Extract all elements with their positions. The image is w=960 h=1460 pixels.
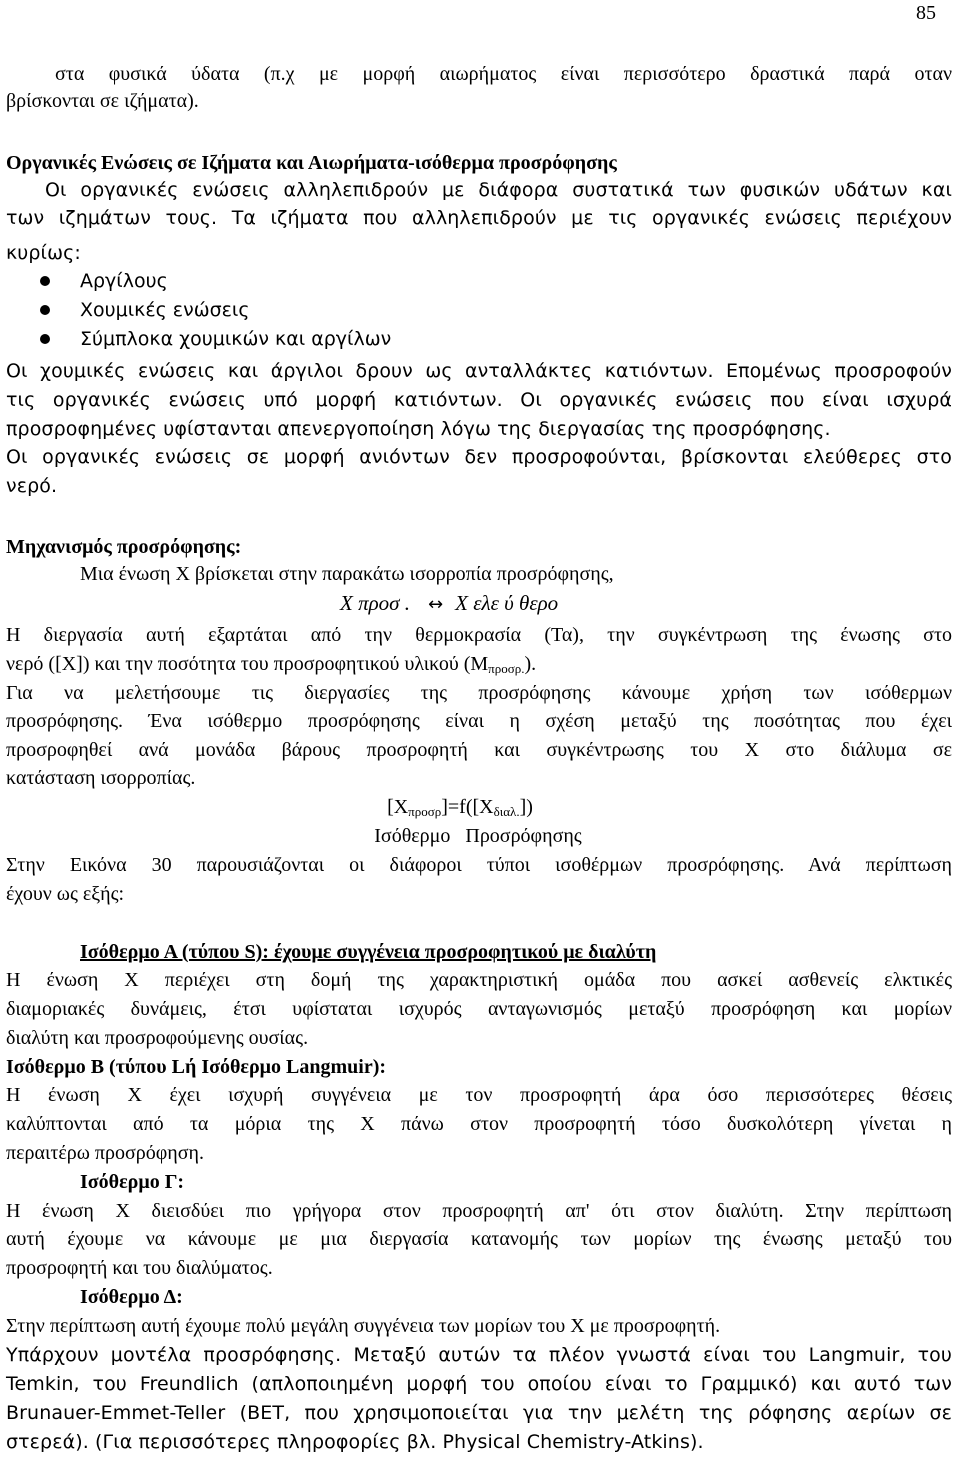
text-line: Οι οργανικές ενώσεις αλληλεπιδρούν με διάφορα συστατικά των φυσικών υδάτων και xyxy=(45,179,952,201)
text-line: προσρόφησης. Ένα ισόθερμο προσρόφησης είναι η σχέση μεταξύ της ποσότητας που έχει xyxy=(6,710,952,732)
text-line: Οι οργανικές ενώσεις σε μορφή ανιόντων δεν προσροφούνται, βρίσκονται ελεύθερες στο xyxy=(6,446,952,468)
text-line: νερό ([Χ]) και την ποσότητα του προσροφητικού υλικού $(M_{\pi\rho o\sigma\rho.})$. xyxy=(6,653,537,676)
text-line: έχουν ως εξής: xyxy=(6,883,125,905)
text-line: Μια ένωση Χ βρίσκεται στην παρακάτω ισορροπία προσρόφησης, xyxy=(80,563,614,585)
text-line: διαλύτη και προσροφούμενης ουσίας. xyxy=(6,1027,309,1049)
text-line: Η διεργασία αυτή εξαρτάται από την θερμοκρασία (Τα), την συγκέντρωση της ένωσης στο xyxy=(6,624,952,646)
text-line: προσροφημένες υφίστανται απενεργοποίηση λόγω της διεργασίας της προσρόφησης. xyxy=(6,418,831,440)
text-line: Brunauer-Emmet-Teller (BET, που χρησιμοποιείται για την μελέτη της ρόφησης αερίων σε xyxy=(6,1402,952,1424)
bullet-icon xyxy=(40,276,50,286)
isotherm-caption: Ισόθερμο Προσρόφησης xyxy=(374,825,582,847)
text-line: αυτή έχουμε να κάνουμε με μια διεργασία κατανομής των μορίων της ένωσης μεταξύ του xyxy=(6,1228,952,1250)
text-line: Temkin, του Freundlich (απλοποιημένη μορφή του οποίου είναι το Γραμμικό) και αυτό των xyxy=(6,1373,952,1395)
bullet-icon xyxy=(40,334,50,344)
text-line: Στην περίπτωση αυτή έχουμε πολύ μεγάλη συγγένεια των μορίων του Χ με προσροφητή. xyxy=(6,1315,721,1337)
text-line: διαμοριακές δυνάμεις, έτσι υφίσταται ισχυρός ανταγωνισμός μεταξύ προσρόφηση και μορίων xyxy=(6,998,952,1020)
equation-right: Χ ελε ύ θερο xyxy=(455,591,559,615)
bullet-icon xyxy=(40,305,50,315)
section-heading: Οργανικές Ενώσεις σε Ιζήματα και Αιωρήματα-ισόθερμα προσρόφησης xyxy=(6,152,617,174)
subsection-heading: Ισόθερμο Γ: xyxy=(80,1171,185,1193)
text-line: Οι χουμικές ενώσεις και άργιλοι δρουν ως ανταλλάκτες κατιόντων. Επομένως προσροφούν xyxy=(6,360,952,382)
text-line: στα φυσικά ύδατα (π.χ με μορφή αιωρήματος είναι περισσότερο δραστικά παρά οταν xyxy=(55,63,952,85)
text-line: προσροφητή και του διαλύματος. xyxy=(6,1257,273,1279)
subsection-heading: Ισόθερμο Α (τύπου S): έχουμε συγγένεια προσροφητικού με διαλύτη xyxy=(80,941,657,963)
subsection-heading: Ισόθερμο Β (τύπου Lή Ισόθερμο Langmuir): xyxy=(6,1056,387,1078)
text-line: κυρίως: xyxy=(6,242,81,264)
section-heading: Μηχανισμός προσρόφησης: xyxy=(6,536,242,558)
list-item: Σύμπλοκα χουμικών και αργίλων xyxy=(80,328,392,350)
list-item: Αργίλους xyxy=(80,270,168,292)
equilibrium-equation xyxy=(340,590,558,618)
isotherm-formula: $[X_{\pi\rho o\sigma\rho}]=f([X_{\delta\iota\alpha\lambda.}])$ xyxy=(387,796,533,819)
text-line: προσροφηθεί ανά μονάδα βάρους προσροφητή και συγκέντρωσης του Χ στο διάλυμα σε xyxy=(6,739,952,761)
text-line: κατάσταση ισορροπίας. xyxy=(6,767,196,789)
double-arrow-icon: ↔ xyxy=(428,594,444,615)
text-line: Για να μελετήσουμε τις διεργασίες της προσρόφησης κάνουμε χρήση των ισόθερμων xyxy=(6,682,952,704)
subsection-heading: Ισόθερμο Δ: xyxy=(80,1286,183,1308)
equation-left: Χ προσ . xyxy=(340,591,411,615)
text-line: Η ένωση Χ διεισδύει πιο γρήγορα στον προσροφητή απ' ότι στον διαλύτη. Στην περίπτωση xyxy=(6,1200,952,1222)
text-line: Η ένωση Χ έχει ισχυρή συγγένεια με τον προσροφητή άρα όσο περισσότερες θέσεις xyxy=(6,1084,952,1106)
text-line: νερό. xyxy=(6,475,58,497)
text-line: Υπάρχουν μοντέλα προσρόφησης. Μεταξύ αυτών τα πλέον γνωστά είναι του Langmuir, του xyxy=(6,1344,952,1366)
text-line: καλύπτονται από τα μόρια της Χ πάνω στον προσροφητή τόσο δυσκολότερη γίνεται η xyxy=(6,1113,952,1135)
list-item: Χουμικές ενώσεις xyxy=(80,299,250,321)
text-line: Στην Εικόνα 30 παρουσιάζονται οι διάφοροι τύποι ισοθέρμων προσρόφησης. Ανά περίπτωση xyxy=(6,854,952,876)
text-line: τις οργανικές ενώσεις υπό μορφή κατιόντων. Οι οργανικές ενώσεις που είναι ισχυρά xyxy=(6,389,952,411)
page-number: 85 xyxy=(916,2,936,24)
text-line: Η ένωση Χ περιέχει στη δομή της χαρακτηριστική ομάδα που ασκεί ασθενείς ελκτικές xyxy=(6,969,952,991)
text-line: περαιτέρω προσρόφηση. xyxy=(6,1142,204,1164)
text-line: βρίσκονται σε ιζήματα). xyxy=(6,90,199,112)
text-line: των ιζημάτων τους. Τα ιζήματα που αλληλεπιδρούν με τις οργανικές ενώσεις περιέχουν xyxy=(6,207,952,229)
text-line: στερεά). (Για περισσότερες πληροφορίες βλ. Physical Chemistry-Atkins). xyxy=(6,1431,704,1453)
